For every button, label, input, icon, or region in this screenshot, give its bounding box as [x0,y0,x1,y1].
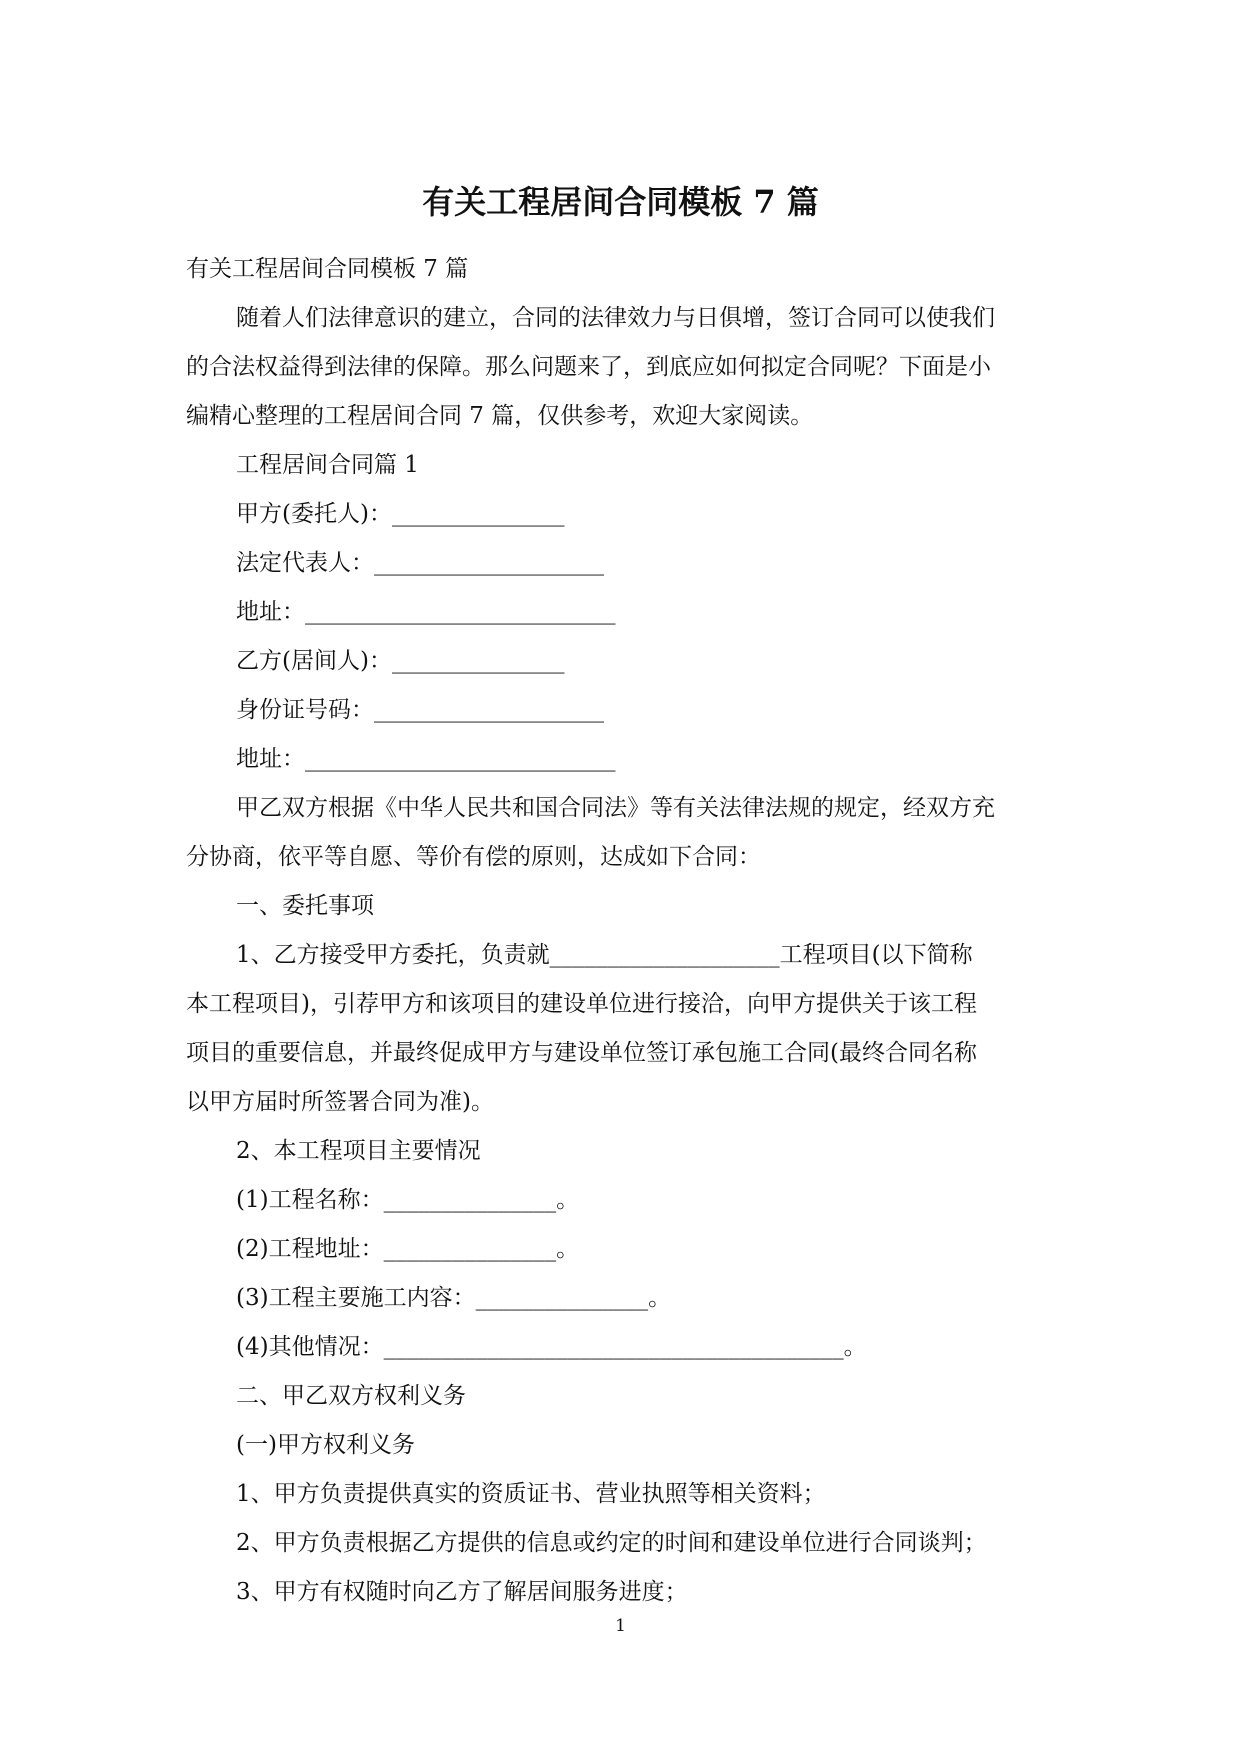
subsection-heading: (一)甲方权利义务 [236,1432,415,1458]
paragraph-line: 2、本工程项目主要情况 [236,1138,481,1164]
paragraph-line: 编精心整理的工程居间合同 7 篇，仅供参考，欢迎大家阅读。 [186,403,814,429]
section-heading: 二、甲乙双方权利义务 [236,1383,466,1409]
form-line: (2)工程地址：_______________。 [236,1236,580,1262]
form-line: 地址：___________________________ [236,746,616,772]
form-line: 甲方(委托人)：_______________ [236,501,565,527]
subtitle-line: 有关工程居间合同模板 7 篇 [186,256,469,282]
form-line: 法定代表人：____________________ [236,550,604,576]
form-line: (3)工程主要施工内容：_______________。 [236,1285,672,1311]
paragraph-line: 2、甲方负责根据乙方提供的信息或约定的时间和建设单位进行合同谈判； [236,1530,987,1556]
paragraph-line: 甲乙双方根据《中华人民共和国合同法》等有关法律法规的规定，经双方充 [236,795,995,821]
paragraph-line: 1、乙方接受甲方委托，负责就____________________工程项目(以下简称 [236,942,973,968]
form-line: 乙方(居间人)：_______________ [236,648,565,674]
paragraph-line: 随着人们法律意识的建立，合同的法律效力与日俱增，签订合同可以使我们 [236,305,995,331]
form-line: 地址：___________________________ [236,599,616,625]
paragraph-line: 项目的重要信息，并最终促成甲方与建设单位签订承包施工合同(最终合同名称 [186,1040,977,1066]
form-line: (1)工程名称：_______________。 [236,1187,580,1213]
section-heading: 一、委托事项 [236,893,374,919]
paragraph-line: 1、甲方负责提供真实的资质证书、营业执照等相关资料； [236,1481,826,1507]
paragraph-line: 的合法权益得到法律的保障。那么问题来了，到底应如何拟定合同呢？下面是小 [186,354,991,380]
section-heading: 工程居间合同篇 1 [236,452,419,478]
paragraph-line: 3、甲方有权随时向乙方了解居间服务进度； [236,1579,688,1605]
form-line: (4)其他情况：________________________________________。 [236,1334,867,1360]
paragraph-line: 本工程项目)，引荐甲方和该项目的建设单位进行接洽，向甲方提供关于该工程 [186,991,977,1017]
page-number: 1 [615,1616,626,1636]
form-line: 身份证号码：____________________ [236,697,604,723]
document-title: 有关工程居间合同模板 7 篇 [422,183,819,221]
paragraph-line: 以甲方届时所签署合同为准)。 [186,1089,494,1115]
paragraph-line: 分协商，依平等自愿、等价有偿的原则，达成如下合同： [186,844,761,870]
